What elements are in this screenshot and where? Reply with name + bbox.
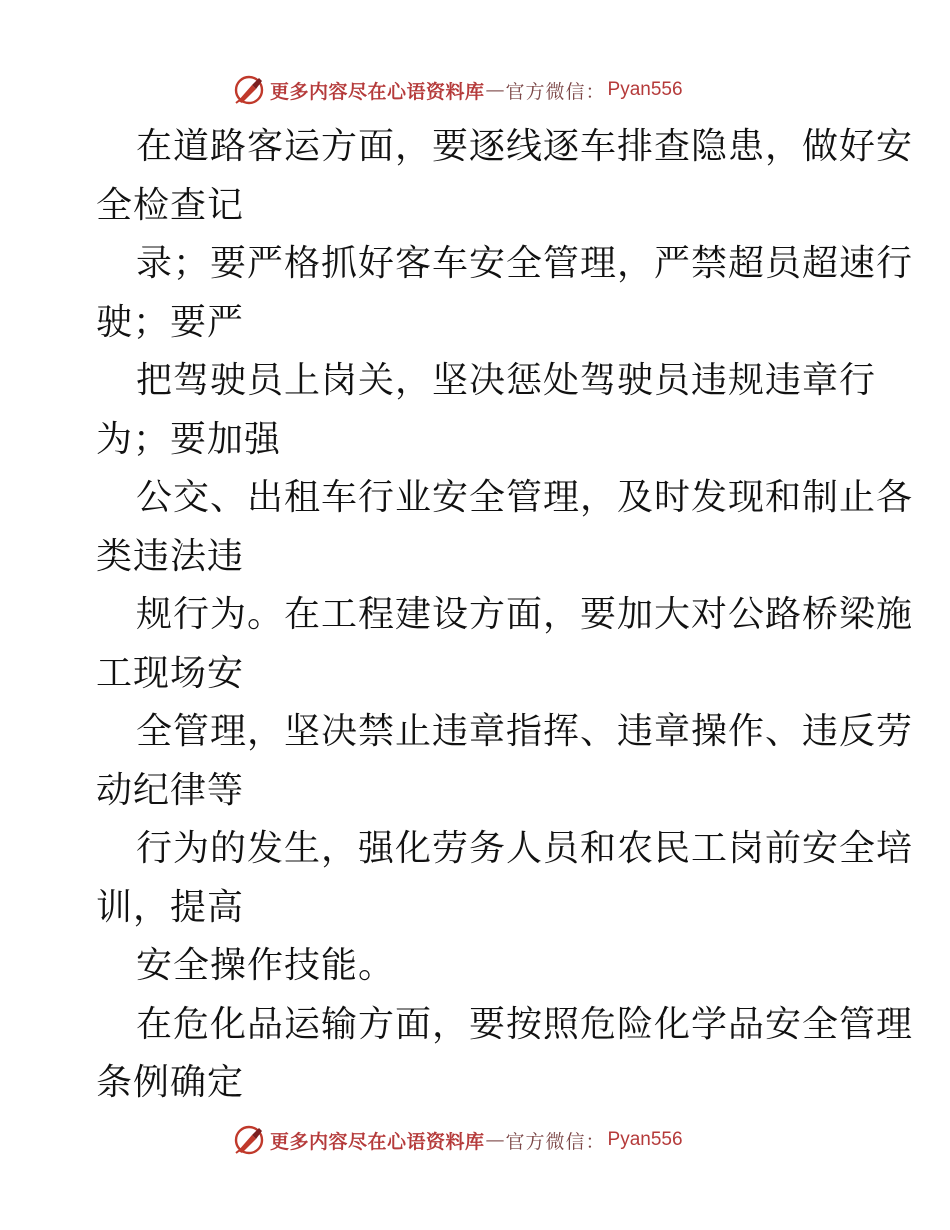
text-line: 把驾驶员上岗关，坚决惩处驾驶员违规违章行 — [136, 360, 877, 401]
text-line: 为；要加强 — [96, 418, 282, 460]
text-line: 驶；要严 — [96, 301, 245, 343]
text-line: 公交、出租车行业安全管理，及时发现和制止各 — [136, 477, 914, 518]
text-line: 训，提高 — [96, 886, 245, 928]
text-line: 行为的发生，强化劳务人员和农民工岗前安全培 — [136, 828, 914, 869]
text-line: 安全操作技能。 — [136, 945, 396, 986]
footer-watermark — [232, 1123, 683, 1157]
header-watermark — [232, 73, 683, 107]
pen-logo-icon — [232, 1123, 266, 1157]
text-line: 在危化品运输方面，要按照危险化学品安全管理 — [136, 1003, 914, 1045]
text-line: 条例确定 — [96, 1062, 245, 1103]
text-line: 在道路客运方面，要逐线逐车排查隐患，做好安 — [136, 126, 914, 167]
watermark-dash: — — [485, 79, 505, 101]
text-line: 动纪律等 — [96, 769, 245, 811]
watermark-main-text: 更多内容尽在心语资料库 — [270, 1130, 485, 1153]
watermark-dash: — — [485, 1129, 505, 1151]
document-body — [96, 118, 914, 1113]
text-line: 类违法违 — [96, 535, 245, 577]
text-line: 录；要严格抓好客车安全管理，严禁超员超速行 — [136, 243, 914, 284]
watermark-sub-text: 官方微信： — [505, 1130, 606, 1153]
watermark-sub-text: 官方微信： — [505, 80, 606, 103]
watermark-main-text: 更多内容尽在心语资料库 — [270, 80, 485, 103]
text-line: 全管理，坚决禁止违章指挥、违章操作、违反劳 — [136, 711, 914, 752]
text-line: 全检查记 — [96, 184, 245, 226]
text-line: 工现场安 — [96, 652, 245, 694]
watermark-wechat-id: Pyan556 — [607, 79, 683, 100]
pen-logo-icon — [232, 73, 266, 107]
text-line: 规行为。在工程建设方面，要加大对公路桥梁施 — [136, 594, 914, 635]
watermark-wechat-id: Pyan556 — [607, 1129, 683, 1150]
